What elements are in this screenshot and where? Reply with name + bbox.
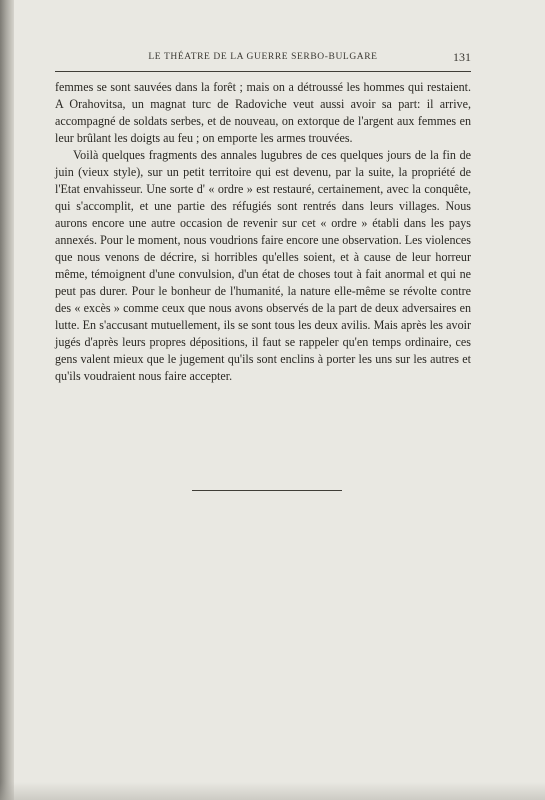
page-binding-edge (0, 0, 14, 800)
page-header (55, 52, 471, 72)
running-title: LE THÉATRE DE LA GUERRE SERBO-BULGARE (148, 52, 378, 62)
body-text (55, 79, 471, 385)
section-end-rule (192, 490, 342, 491)
page-number: 131 (453, 50, 471, 64)
header-rule (55, 71, 471, 72)
paragraph-continuation: femmes se sont sauvées dans la forêt ; mais on a détroussé les hommes qui restaient. A Orahovitsa, un magnat turc de Radoviche veut aussi avoir sa part: il arrive, accompagné de soldats serbes, et de nouveau, on extorque de l'argent aux femmes en leur brûlant les doigts au feu ; on emporte les armes trouvées. (55, 80, 471, 145)
page-bottom-shadow (0, 782, 545, 800)
paragraph: Voilà quelques fragments des annales lugubres de ces quelques jours de la fin de juin (vieux style), sur un petit territoire qui est devenu, par la suite, la propriété de l'Etat envahisseur. Une sorte d' « ordre » est restauré, certainement, avec la conquête, qui s'accomplit, et une partie des réfugiés sont rentrés dans leurs villages. Nous aurons encore une autre occasion de revenir sur cet « ordre » établi dans les pays annexés. Pour le moment, nous voudrions faire encore une observation. Les violences que nous venons de décrire, si horribles qu'elles soient, et à cause de leur horreur même, témoignent d'une convulsion, d'un état de choses tout à fait anormal et qui ne peut pas durer. Pour le bonheur de l'humanité, la nature elle-même se révolte contre des « excès » comme ceux que nous avons observés de la part de deux adversaires en lutte. En s'accusant mutuellement, ils se sont tous les deux avilis. Mais après les avoir jugés d'après leurs propres dépositions, il faut se rappeler qu'en temps ordinaire, ces gens valent mieux que le jugement qu'ils sont enclins à porter les uns sur les autres et qu'ils voudraient nous faire accepter. (55, 148, 471, 383)
